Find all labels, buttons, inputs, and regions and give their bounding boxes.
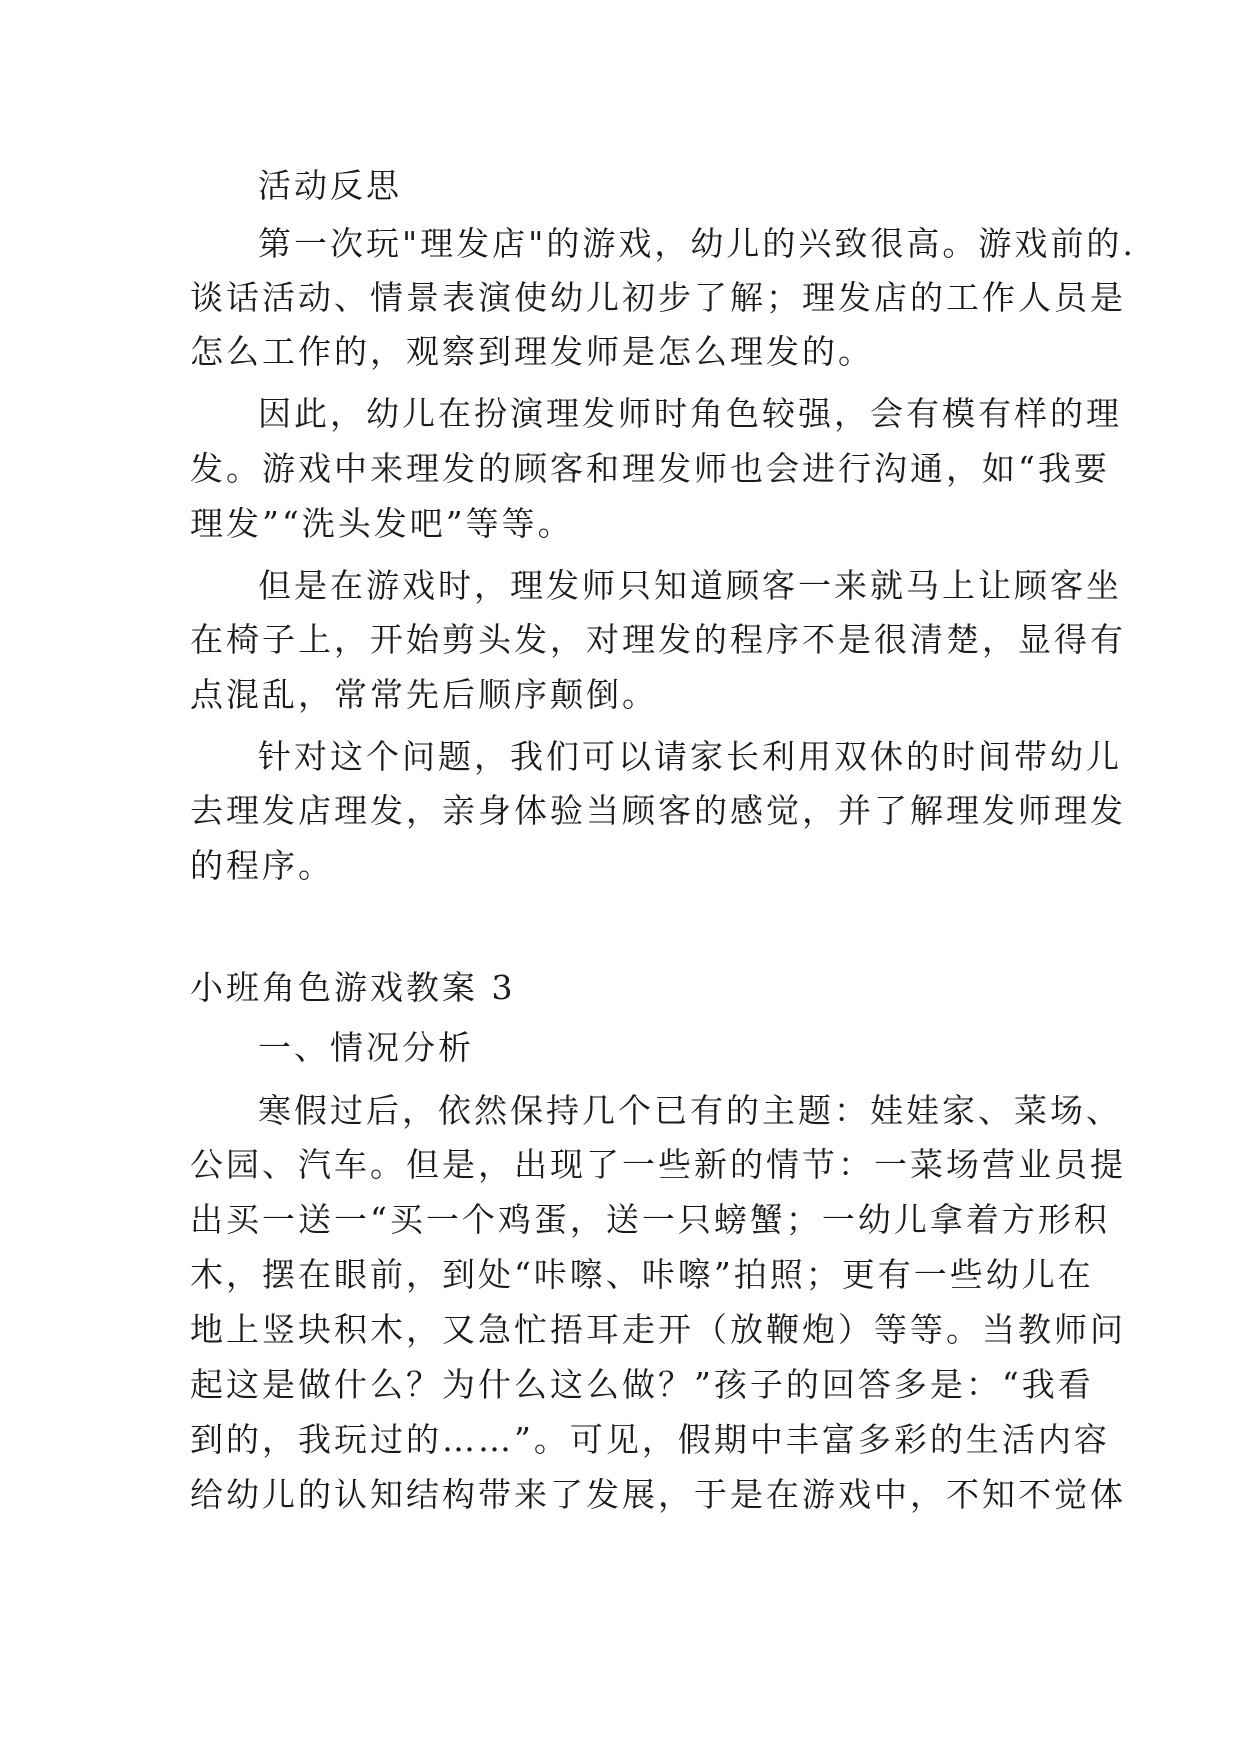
paragraph-line: 出买一送一“买一个鸡蛋，送一只螃蟹；一幼儿拿着方形积 <box>190 1200 1110 1239</box>
paragraph-line: 去理发店理发，亲身体验当顾客的感觉，并了解理发师理发 <box>190 791 1126 830</box>
paragraph-line: 第一次玩"理发店"的游戏，幼儿的兴致很高。游戏前的. <box>258 224 1136 263</box>
paragraph-line: 因此，幼儿在扮演理发师时角色较强，会有模有样的理 <box>258 394 1122 433</box>
paragraph-line: 公园、汽车。但是，出现了一些新的情节：一菜场营业员提 <box>190 1145 1126 1184</box>
paragraph-line: 地上竖块积木，又急忙捂耳走开（放鞭炮）等等。当教师问 <box>190 1310 1126 1349</box>
paragraph-line: 怎么工作的，观察到理发师是怎么理发的。 <box>190 332 874 371</box>
paragraph-line: 谈话活动、情景表演使幼儿初步了解；理发店的工作人员是 <box>190 278 1126 317</box>
paragraph-line: 起这是做什么？为什么这么做？”孩子的回答多是：“我看 <box>190 1365 1094 1404</box>
paragraph-line: 木，摆在眼前，到处“咔嚓、咔嚓”拍照；更有一些幼儿在 <box>190 1255 1094 1294</box>
section-heading: 活动反思 <box>258 166 402 205</box>
paragraph-line: 给幼儿的认知结构带来了发展，于是在游戏中，不知不觉体 <box>190 1475 1126 1514</box>
paragraph-line: 发。游戏中来理发的顾客和理发师也会进行沟通，如“我要 <box>190 449 1110 488</box>
paragraph-line: 但是在游戏时，理发师只知道顾客一来就马上让顾客坐 <box>258 566 1122 605</box>
paragraph-line: 的程序。 <box>190 846 334 885</box>
paragraph-line: 点混乱，常常先后顺序颠倒。 <box>190 675 658 714</box>
paragraph-line: 在椅子上，开始剪头发，对理发的程序不是很清楚，显得有 <box>190 620 1126 659</box>
paragraph-line: 寒假过后，依然保持几个已有的主题：娃娃家、菜场、 <box>258 1091 1122 1130</box>
section-subheading: 一、情况分析 <box>258 1028 474 1067</box>
paragraph-line: 针对这个问题，我们可以请家长利用双休的时间带幼儿 <box>258 737 1122 776</box>
paragraph-line: 理发”“洗头发吧”等等。 <box>190 504 574 543</box>
paragraph-line: 到的，我玩过的……”。可见，假期中丰富多彩的生活内容 <box>190 1420 1110 1459</box>
section-title: 小班角色游戏教案 3 <box>190 968 516 1007</box>
